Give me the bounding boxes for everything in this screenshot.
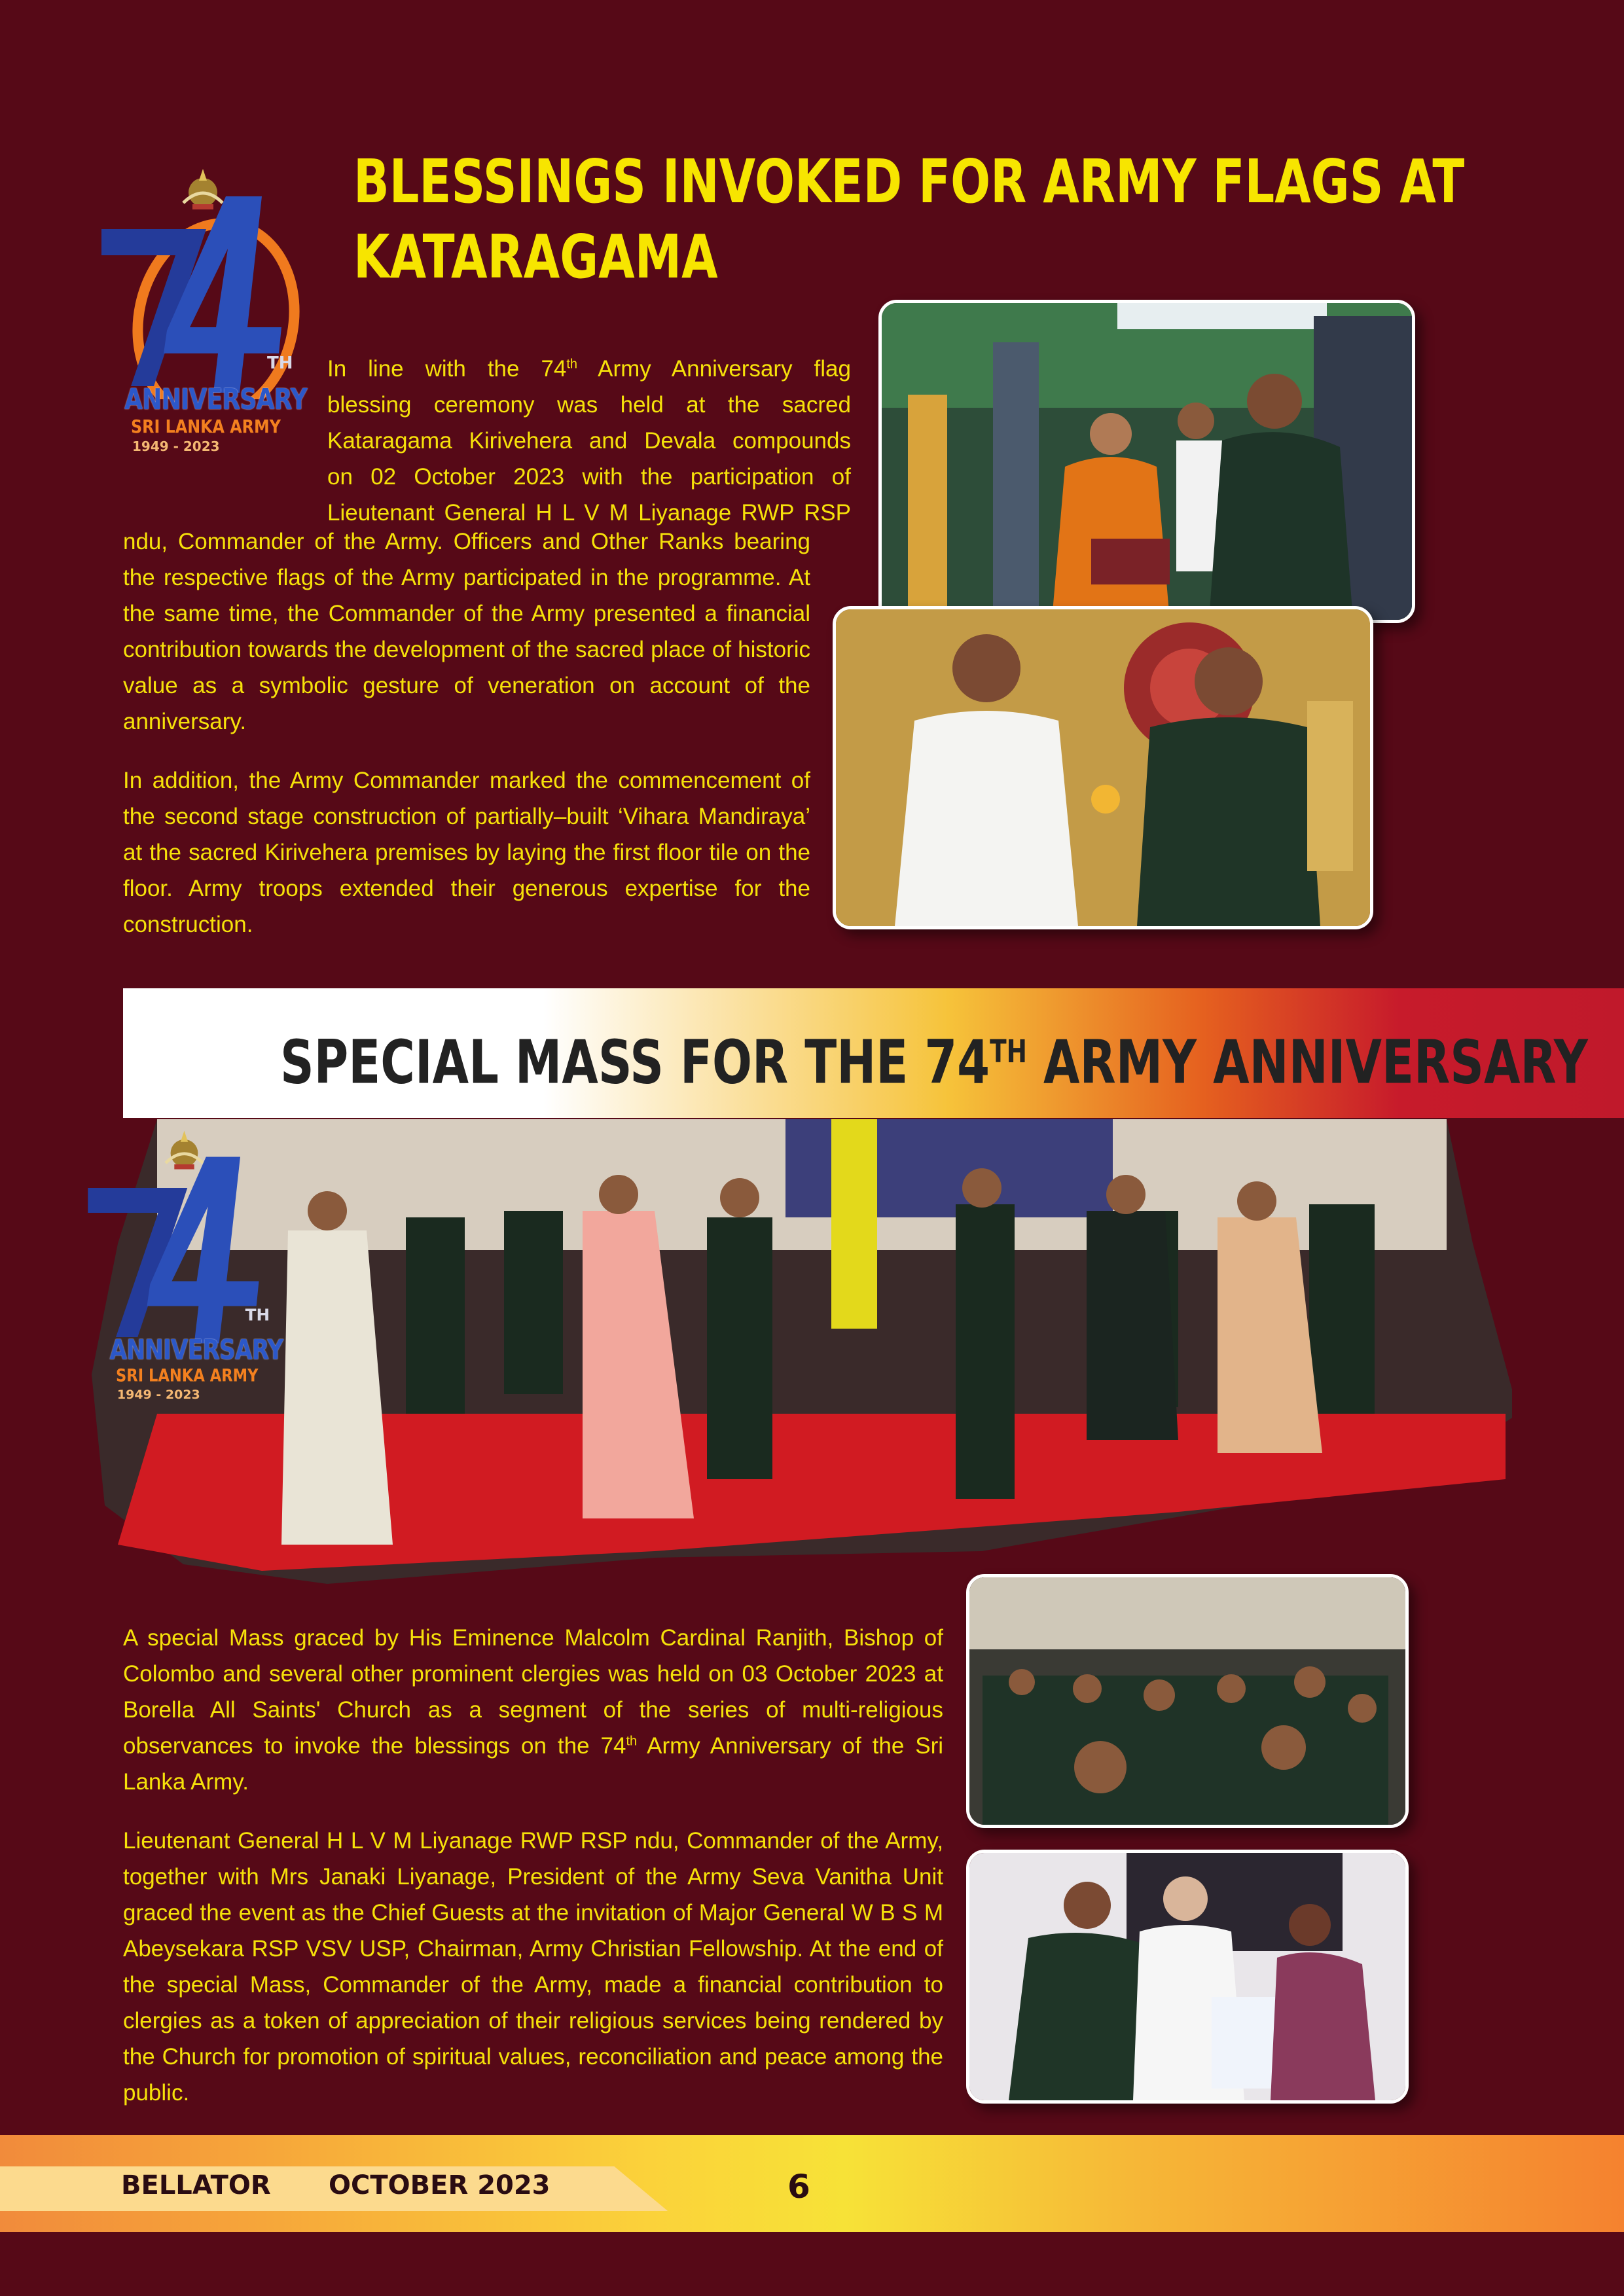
article1-body xyxy=(123,524,810,942)
article1-title-line2: KATARAGAMA xyxy=(353,222,718,292)
commander-presenting-contribution-photo xyxy=(833,606,1373,929)
article1-intro xyxy=(327,351,851,531)
logo-anniversary-text: ANNIVERSARY xyxy=(124,383,307,416)
logo-th: TH xyxy=(245,1306,270,1325)
article2-body xyxy=(123,1620,943,2111)
logo-years-text: 1949 - 2023 xyxy=(132,439,220,454)
publication-name: BELLATOR xyxy=(121,2170,271,2200)
article2-paragraph1: A special Mass graced by His Eminence Malcolm Cardinal Ranjith, Bishop of Colombo and several other prominent clergies was held on 03 October 2023 at Borella All Saints' Church as a segment of the series of multi-religious observances to invoke the blessings on the 74th Army Anniversary of the Sri Lanka Army. xyxy=(123,1625,943,1795)
page-number: 6 xyxy=(787,2168,810,2206)
article1-intro-line5: Lieutenant General H L V M Liyanage RWP RSP xyxy=(327,500,851,526)
cardinal-presentation-photo xyxy=(966,1850,1409,2104)
article1-title-line1: BLESSINGS INVOKED FOR ARMY FLAGS AT xyxy=(353,147,1465,217)
article1-intro-line3: Kataragama Kirivehera and Devala compounds xyxy=(327,428,851,454)
page-footer xyxy=(0,2135,1624,2232)
logo-anniversary-text: ANNIVERSARY xyxy=(109,1334,283,1366)
anniversary-logo-bottom xyxy=(79,1126,290,1437)
article2-paragraph2: Lieutenant General H L V M Liyanage RWP RSP ndu, Commander of the Army, together with Mrs Janaki Liyanage, President of the Army Seva Vanitha Unit graced the event as the Chief Guests at the invitation of Major General W B S M Abeysekara RSP VSV USP, Chairman, Army Christian Fellowship. At the end of the special Mass, Commander of the Army, made a financial contribution to clergies as a token of appreciation of their religious services being rendered by the Church for promotion of spiritual values, reconciliation and peace among the public. xyxy=(123,1828,943,2106)
logo-org-text: SRI LANKA ARMY xyxy=(131,416,281,437)
article1-intro-line1: In line with the 74th Army Anniversary flag xyxy=(327,356,851,382)
article1-paragraph1: ndu, Commander of the Army. Officers and Other Ranks bearing the respective flags of the Army participated in the programme. At the same time, the Commander of the Army presented a financial contribution towards the development of the sacred place of historic value as a symbolic gesture of veneration on account of the anniversary. xyxy=(123,529,810,734)
issue-date: OCTOBER 2023 xyxy=(329,2170,550,2200)
kataragama-flag-blessing-photo xyxy=(878,300,1415,623)
logo-th: TH xyxy=(267,353,293,373)
logo-years-text: 1949 - 2023 xyxy=(117,1387,200,1402)
logo-org-text: SRI LANKA ARMY xyxy=(116,1365,259,1386)
article1-intro-line4: on 02 October 2023 with the participation of xyxy=(327,464,851,490)
article1-intro-line2: blessing ceremony was held at the sacred xyxy=(327,392,851,418)
article2-title: SPECIAL MASS FOR THE 74TH ARMY ANNIVERSARY xyxy=(280,1027,1588,1098)
article1-title xyxy=(353,144,1624,295)
anniversary-logo-top xyxy=(92,164,314,491)
church-congregation-photo xyxy=(966,1574,1409,1828)
article1-paragraph2: In addition, the Army Commander marked the commencement of the second stage construction of partially–built ‘Vihara Mandiraya’ at the sacred Kirivehera premises by laying the first floor tile on the floor. Army troops extended their generous expertise for the construction. xyxy=(123,768,810,937)
